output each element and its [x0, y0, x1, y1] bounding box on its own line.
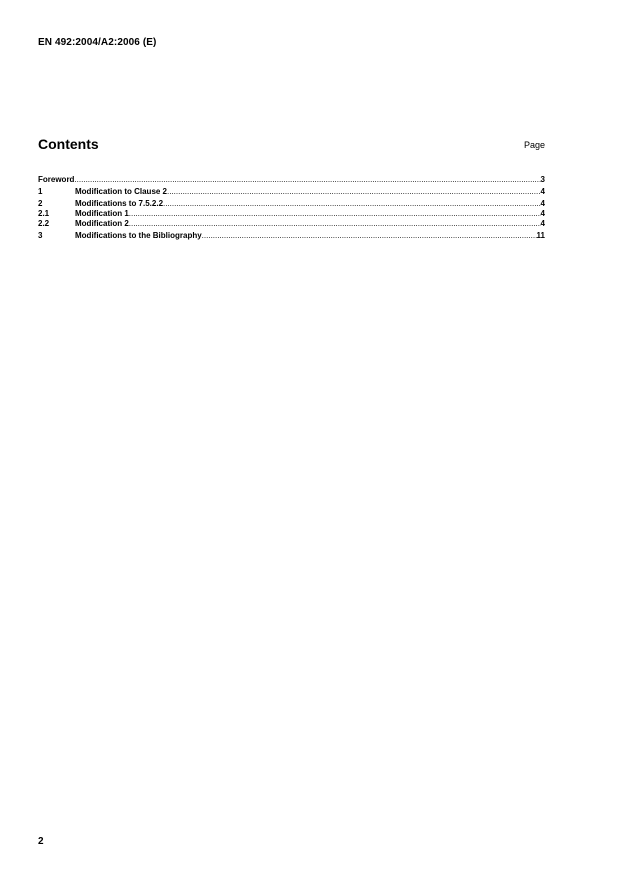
toc-entry-title: Modification 2 [75, 219, 129, 228]
toc-entry-number: 2 [38, 199, 43, 208]
toc-entry-number: 3 [38, 231, 43, 240]
toc-entry-3[interactable] [38, 231, 545, 241]
toc-entry-number: 2.1 [38, 209, 50, 218]
toc-leader-dots [129, 219, 541, 229]
document-header: EN 492:2004/A2:2006 (E) [38, 37, 157, 48]
toc-entry-1[interactable] [38, 187, 545, 197]
toc-entry-page: 4 [540, 187, 545, 196]
table-of-contents [38, 175, 545, 241]
page-number: 2 [38, 836, 44, 847]
toc-entry-page: 4 [540, 209, 545, 218]
toc-leader-dots [167, 187, 541, 197]
toc-entry-page: 4 [540, 199, 545, 208]
toc-entry-page: 3 [540, 175, 545, 184]
toc-entry-title: Foreword [38, 175, 75, 184]
toc-entry-page: 4 [540, 219, 545, 228]
toc-entry-page: 11 [536, 231, 545, 240]
toc-leader-dots [129, 209, 541, 219]
toc-leader-dots [202, 231, 537, 241]
toc-entry-2-2[interactable] [38, 219, 545, 229]
toc-entry-2-1[interactable] [38, 209, 545, 219]
page-column-label: Page [523, 140, 545, 150]
contents-title: Contents [38, 136, 99, 152]
toc-leader-dots [163, 199, 541, 209]
toc-entry-title: Modification to Clause 2 [75, 187, 168, 196]
toc-entry-title: Modification 1 [75, 209, 129, 218]
toc-leader-dots [74, 175, 540, 185]
toc-entry-title: Modifications to 7.5.2.2 [75, 199, 164, 208]
toc-entry-number: 1 [38, 187, 43, 196]
toc-entry-title: Modifications to the Bibliography [75, 231, 202, 240]
toc-entry-2[interactable] [38, 199, 545, 209]
toc-entry-number: 2.2 [38, 219, 50, 228]
toc-entry-foreword[interactable] [38, 175, 545, 185]
